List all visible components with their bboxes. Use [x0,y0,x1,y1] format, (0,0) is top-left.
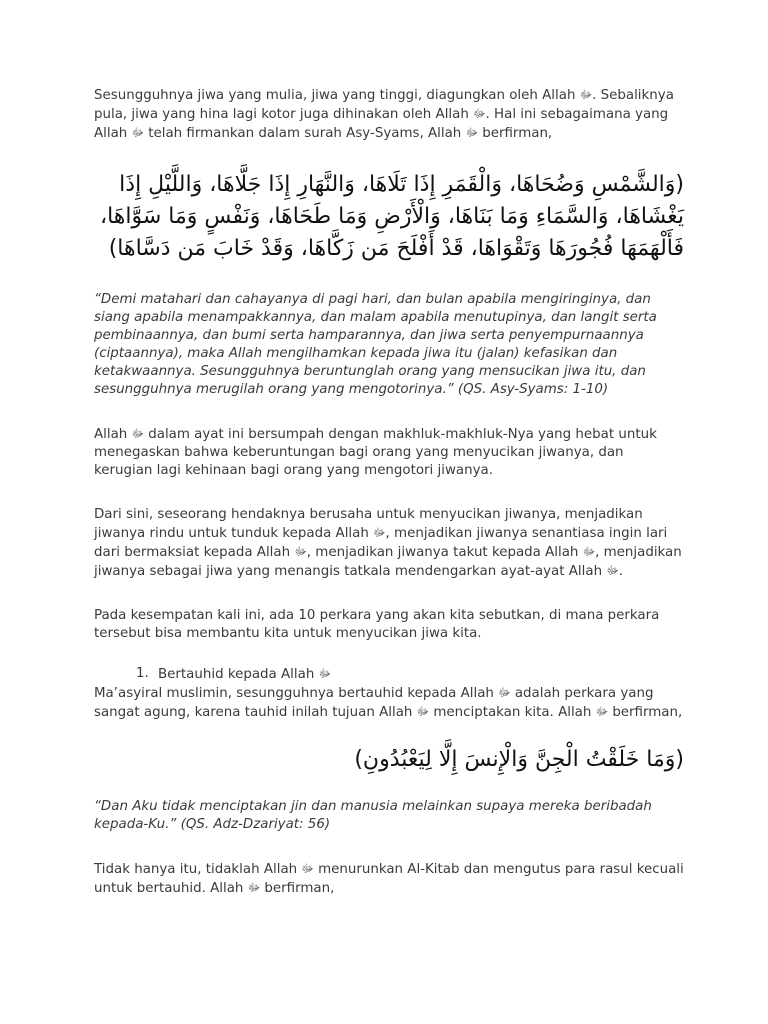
text: dalam ayat ini bersumpah dengan makhluk-makhluk-Nya yang hebat untuk menegaskan bahwa keberuntungan bagi orang yang menyucikan jiwanya, dan kerugian lagi kehinaan bagi orang yang mengotori jiwanya. [94,427,657,478]
paragraph-tauhid [94,684,684,722]
document-page [94,86,684,898]
text: telah firmankan dalam surah Asy-Syams, Allah [148,126,462,141]
text: , menjadikan jiwanya takut kepada Allah [306,545,579,560]
text: berfirman, [482,126,553,141]
jalla-jalaluhu-glyph: ﷻ [247,881,261,894]
jalla-jalaluhu-glyph: ﷻ [595,705,609,718]
jalla-jalaluhu-glyph: ﷻ [606,564,619,577]
paragraph-purify [94,506,684,581]
translation-asy-syams: “Demi matahari dan cahayanya di pagi hari, dan bulan apabila mengiringinya, dan siang apabila menampakkannya, dan malam apabila menutupinya, dan langit serta pembinaannya, dan bumi serta hamparannya, dan jiwa serta penyempurnaannya (ciptaannya), maka Allah mengilhamkan kepada jiwa itu (jalan) kefasikan dan ketakwaannya. Sesungguhnya beruntunglah orang yang mensucikan jiwa itu, dan sesungguhnya merugilah orang yang mengotorinya.” (QS. Asy-Syams: 1-10) [94,292,657,397]
arabic-verse-asy-syams: (وَالشَّمْسِ وَضُحَاهَا، وَالْقَمَرِ إِذَا تَلَاهَا، وَالنَّهَارِ إِذَا جَلَّاهَا، وَاللَّيْلِ إِذَا يَغْشَاهَا، وَالسَّمَاءِ وَمَا بَنَاهَا، وَالْأَرْضِ وَمَا طَحَاهَا، وَنَفْسٍ وَمَا سَوَّاهَا، فَأَلْهَمَهَا فُجُورَهَا وَتَقْوَاهَا، قَدْ أَفْلَحَ مَن زَكَّاهَا، وَقَدْ خَابَ مَن دَسَّاهَا) [99,172,684,261]
text: . Hal ini sebagaimana yang Allah [94,107,669,141]
jalla-jalaluhu-glyph: ﷻ [294,545,307,558]
jalla-jalaluhu-glyph: ﷻ [373,526,386,539]
jalla-jalaluhu-glyph: ﷻ [416,705,430,718]
text: Dari sini, seseorang hendaknya berusaha untuk menyucikan jiwanya, menjadikan jiwanya rindu untuk tunduk kepada Allah [94,507,643,541]
text: Tidak hanya itu, tidaklah Allah [94,862,298,877]
jalla-jalaluhu-glyph: ﷻ [131,126,144,139]
paragraph-intro [94,86,684,143]
text: adalah perkara yang sangat agung, karena tauhid inilah tujuan Allah [94,686,654,720]
jalla-jalaluhu-glyph: ﷻ [465,126,478,139]
text: Allah [94,427,128,442]
paragraph-explanation [94,425,684,480]
translation-adz-dzariyat: “Dan Aku tidak menciptakan jin dan manusia melainkan supaya mereka beribadah kepada-Ku.” (QS. Adz-Dzariyat: 56) [94,799,652,832]
text: Ma’asyiral muslimin, sesungguhnya bertauhid kepada Allah [94,686,494,701]
text: . Sebaliknya pula, jiwa yang hina lagi kotor juga dihinakan oleh Allah [94,88,674,122]
list-item-tauhid [94,665,684,684]
text: berfirman, [612,705,683,720]
jalla-jalaluhu-glyph: ﷻ [318,667,332,680]
list-label: Bertauhid kepada Allah [158,667,315,682]
arabic-verse-adz-dzariyat: (وَمَا خَلَقْتُ الْجِنَّ وَالْإِنسَ إِلَّا لِيَعْبُدُونِ) [354,747,684,772]
text: berfirman, [264,881,335,896]
text: , menjadikan jiwanya sebagai jiwa yang menangis tatkala mendengarkan ayat-ayat Allah [94,545,682,579]
text: menurunkan Al-Kitab dan mengutus para rasul kecuali untuk bertauhid. Allah [94,862,684,896]
jalla-jalaluhu-glyph: ﷻ [473,107,486,120]
jalla-jalaluhu-glyph: ﷻ [579,88,593,101]
paragraph-kitab [94,860,684,898]
text: , menjadikan jiwanya senantiasa ingin lari dari bermaksiat kepada Allah [94,526,668,560]
list-number: 1. [136,666,149,681]
text: menciptakan kita. Allah [433,705,592,720]
text: . [618,564,624,579]
jalla-jalaluhu-glyph: ﷻ [301,862,314,875]
jalla-jalaluhu-glyph: ﷻ [131,427,144,440]
paragraph-ten-matters: Pada kesempatan kali ini, ada 10 perkara yang akan kita sebutkan, di mana perkara tersebut bisa membantu kita untuk menyucikan jiwa kita. [94,608,660,641]
jalla-jalaluhu-glyph: ﷻ [582,545,596,558]
jalla-jalaluhu-glyph: ﷻ [498,686,511,699]
text: Sesungguhnya jiwa yang mulia, jiwa yang tinggi, diagungkan oleh Allah [94,88,576,103]
